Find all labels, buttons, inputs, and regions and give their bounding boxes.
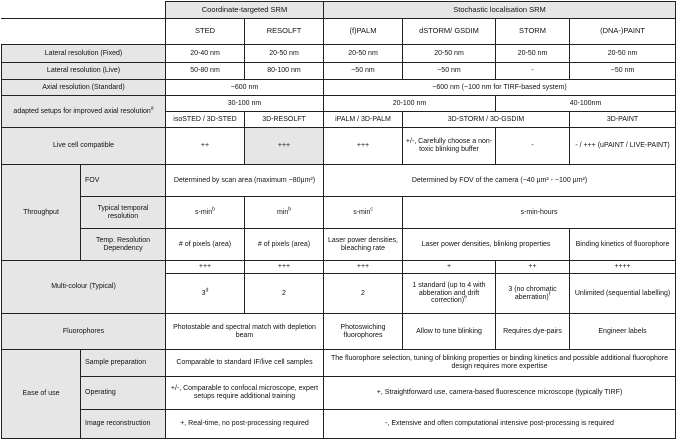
lateral-live-paint: ~50 nm	[570, 63, 676, 80]
lateral-live-resolft: 80-100 nm	[245, 63, 324, 80]
technique-dstorm: dSTORM/ GSDIM	[403, 19, 496, 45]
live-cell-dstorm: +/-, Carefully choose a non-toxic blinking buffer	[403, 128, 496, 165]
group-header-coordinate: Coordinate-targeted SRM	[166, 2, 324, 19]
lateral-live-dstorm: ~50 nm	[403, 63, 496, 80]
adapted-palm-dstorm-range: 20-100 nm	[324, 96, 496, 112]
dependency-dstorm-storm: Laser power densities, blinking properties	[403, 229, 570, 261]
row-label-fluorophores: Fluorophores	[2, 314, 166, 350]
row-label-dependency: Temp. Resolution Dependency	[81, 229, 166, 261]
reconstruction-coordinate: +, Real-time, no post-processing required	[166, 410, 324, 439]
adapted-dstorm-storm: 3D-STORM / 3D-GSDIM	[403, 112, 570, 128]
live-cell-storm: -	[496, 128, 570, 165]
dependency-palm: Laser power densities, bleaching rate	[324, 229, 403, 261]
footnote-b: b	[212, 206, 215, 213]
footnote-a: a	[150, 105, 154, 112]
live-cell-sted: ++	[166, 128, 245, 165]
adapted-label-text: adapted setups for improved axial resolution	[13, 107, 151, 115]
temporal-palm	[324, 197, 403, 229]
temporal-resolft	[245, 197, 324, 229]
dependency-sted: # of pixels (area)	[166, 229, 245, 261]
group-header-stochastic: Stochastic localisation SRM	[324, 2, 676, 19]
lateral-live-storm: -	[496, 63, 570, 80]
adapted-sted: isoSTED / 3D-STED	[166, 112, 245, 128]
fluorophores-palm: Photoswiching fluorophores	[324, 314, 403, 350]
fluorophores-dstorm: Allow to tune blinking	[403, 314, 496, 350]
technique-resolft: RESOLFT	[245, 19, 324, 45]
temporal-others: s-min-hours	[403, 197, 676, 229]
lateral-fixed-resolft: 20-50 nm	[245, 45, 324, 63]
row-label-sample-prep: Sample preparation	[81, 350, 166, 377]
row-label-reconstruction: Image reconstruction	[81, 410, 166, 439]
technique-palm: (f)PALM	[324, 19, 403, 45]
fluorophores-paint: Engineer labels	[570, 314, 676, 350]
count-storm-text: 3 (no chromatic aberration)	[508, 285, 557, 301]
live-cell-paint: - / +++ (uPAINT / LIVE-PAINT)	[570, 128, 676, 165]
fluorophores-storm: Requires dye-pairs	[496, 314, 570, 350]
dependency-paint: Binding kinetics of fluorophore	[570, 229, 676, 261]
multicolour-count-paint: Unlimited (sequential labelling)	[570, 274, 676, 314]
row-label-operating: Operating	[81, 377, 166, 410]
multicolour-rating-sted: +++	[166, 261, 245, 274]
sample-prep-coordinate: Comparable to standard IF/live cell samples	[166, 350, 324, 377]
adapted-resolft: 3D-RESOLFT	[245, 112, 324, 128]
lateral-fixed-paint: 20-50 nm	[570, 45, 676, 63]
temporal-resolft-text: min	[276, 208, 289, 216]
dependency-resolft: # of pixels (area)	[245, 229, 324, 261]
multicolour-rating-palm: +++	[324, 261, 403, 274]
count-sted-text: 3	[201, 289, 206, 297]
row-label-live-cell: Live cell compatible	[2, 128, 166, 165]
technique-paint: (DNA-)PAINT	[570, 19, 676, 45]
row-label-temporal: Typical temporal resolution	[81, 197, 166, 229]
row-label-lateral-fixed: Lateral resolution (Fixed)	[2, 45, 166, 63]
axial-stochastic: ~600 nm (~100 nm for TIRF-based system)	[324, 80, 676, 96]
reconstruction-stochastic: -, Extensive and often computational intensive post-processing is required	[324, 410, 676, 439]
footnote-f: f	[548, 291, 551, 298]
axial-coordinate: ~600 nm	[166, 80, 324, 96]
multicolour-count-storm	[496, 274, 570, 314]
multicolour-rating-paint: ++++	[570, 261, 676, 274]
multicolour-rating-storm: ++	[496, 261, 570, 274]
fov-coordinate: Determined by scan area (maximum ~80µm²)	[166, 165, 324, 197]
multicolour-rating-resolft: +++	[245, 261, 324, 274]
footnote-d: d	[205, 287, 209, 294]
multicolour-count-sted	[166, 274, 245, 314]
operating-stochastic: +, Straightforward use, camera-based fluorescence microscope (typically TIRF)	[324, 377, 676, 410]
srm-comparison-table	[1, 1, 676, 439]
fov-stochastic: Determined by FOV of the camera (~40 µm² - ~100 µm²)	[324, 165, 676, 197]
count-dstorm-text: 1 standard (up to 4 with abberation and drift correction)	[412, 281, 486, 305]
corner-cell	[2, 19, 166, 45]
temporal-palm-text: s-min	[353, 208, 371, 216]
operating-coordinate: +/-, Comparable to confocal microscope, expert setups require additional training	[166, 377, 324, 410]
adapted-palm: iPALM / 3D-PALM	[324, 112, 403, 128]
temporal-sted-text: s-min	[195, 208, 213, 216]
multicolour-count-dstorm	[403, 274, 496, 314]
adapted-storm-paint-range: 40-100nm	[496, 96, 676, 112]
lateral-fixed-palm: 20-50 nm	[324, 45, 403, 63]
sample-prep-stochastic: The fluorophore selection, tuning of blinking properties or binding kinetics and possible additional fluorophore design requires more expertise	[324, 350, 676, 377]
technique-sted: STED	[166, 19, 245, 45]
adapted-paint: 3D-PAINT	[570, 112, 676, 128]
row-label-axial: Axial resolution (Standard)	[2, 80, 166, 96]
lateral-live-sted: 50-80 nm	[166, 63, 245, 80]
multicolour-count-palm: 2	[324, 274, 403, 314]
live-cell-resolft: +++	[245, 128, 324, 165]
row-label-multicolour: Multi-colour (Typical)	[2, 261, 166, 314]
footnote-b: b	[288, 206, 292, 213]
lateral-fixed-storm: 20-50 nm	[496, 45, 570, 63]
lateral-live-palm: ~50 nm	[324, 63, 403, 80]
corner-cell	[2, 2, 166, 19]
adapted-coordinate-range: 30-100 nm	[166, 96, 324, 112]
row-label-adapted	[2, 96, 166, 128]
footnote-e: e	[464, 295, 467, 302]
footnote-c: c	[370, 206, 373, 213]
lateral-fixed-sted: 20-40 nm	[166, 45, 245, 63]
row-label-ease-of-use: Ease of use	[2, 350, 81, 439]
fluorophores-coordinate: Photostable and spectral match with depletion beam	[166, 314, 324, 350]
multicolour-count-resolft: 2	[245, 274, 324, 314]
live-cell-palm: +++	[324, 128, 403, 165]
temporal-sted	[166, 197, 245, 229]
row-label-throughput: Throughput	[2, 165, 81, 261]
row-label-fov: FOV	[81, 165, 166, 197]
technique-storm: STORM	[496, 19, 570, 45]
multicolour-rating-dstorm: +	[403, 261, 496, 274]
lateral-fixed-dstorm: 20-50 nm	[403, 45, 496, 63]
row-label-lateral-live: Lateral resolution (Live)	[2, 63, 166, 80]
